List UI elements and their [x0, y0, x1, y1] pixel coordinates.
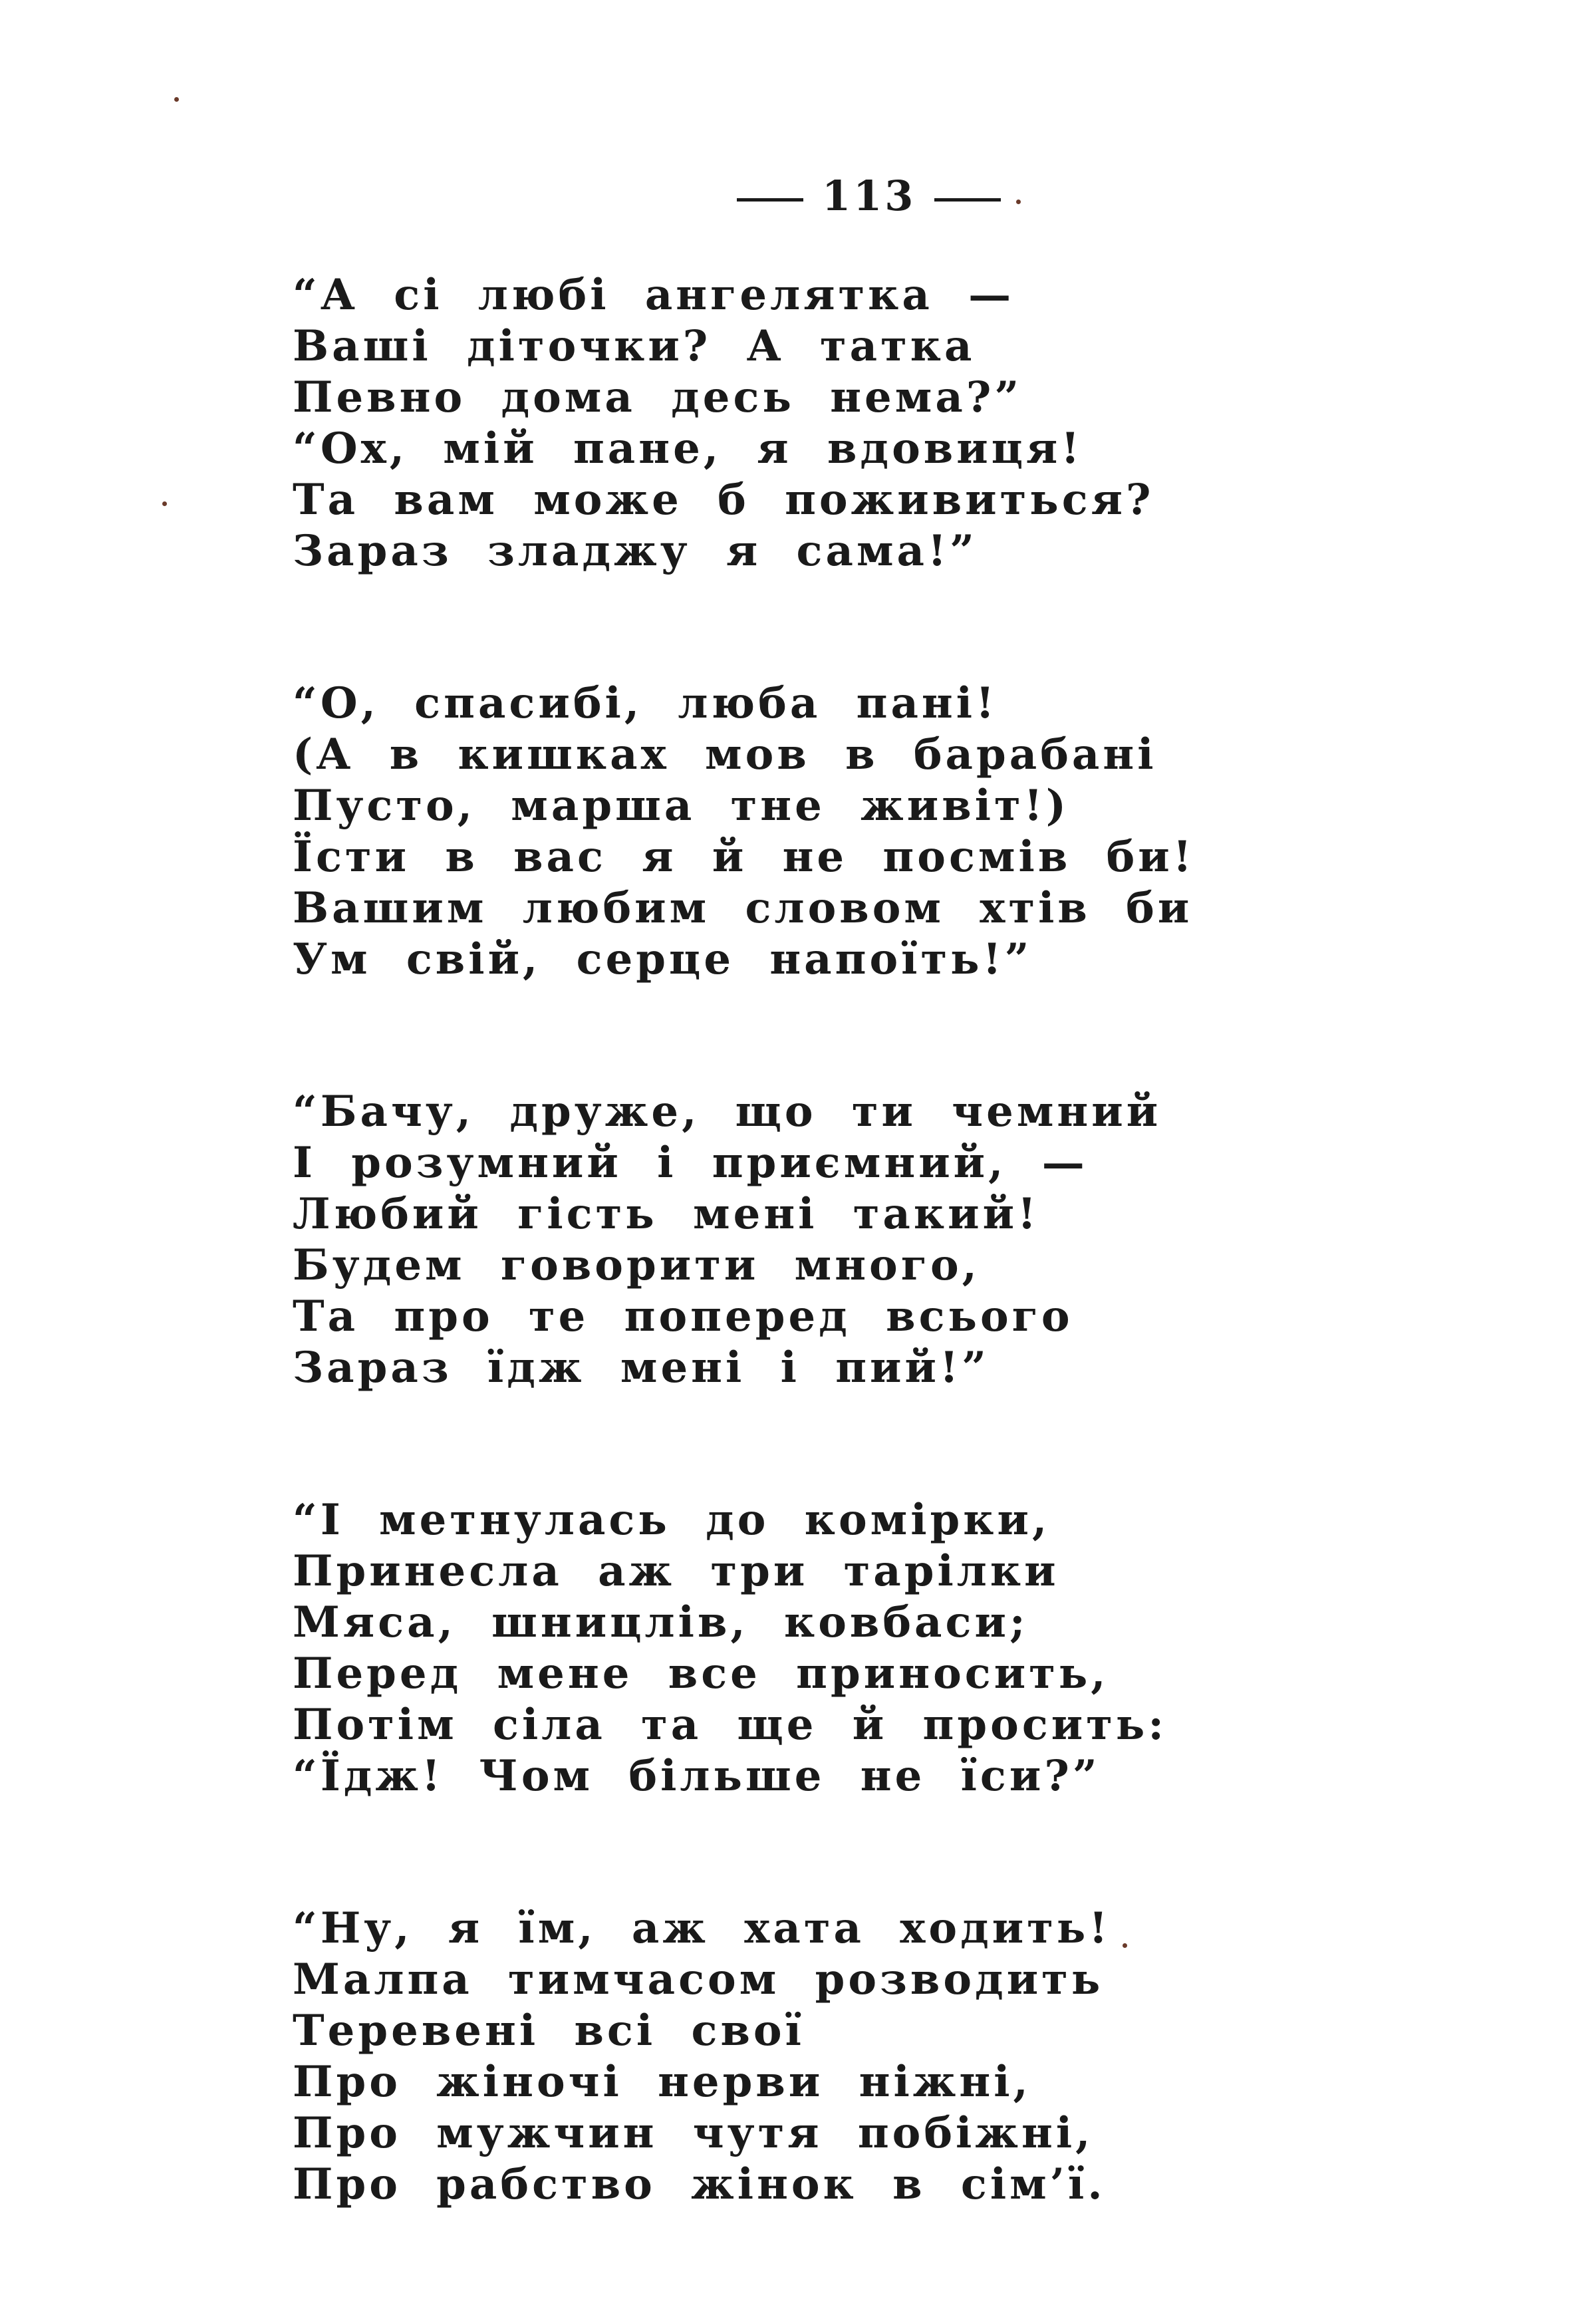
stanza	[293, 269, 1290, 577]
verse-line: “А сі любі ангелятка —	[293, 270, 1015, 320]
verse-line: Певно дома десь нема?”	[293, 372, 1023, 422]
stanza	[293, 678, 1290, 985]
verse-line: Теревені всі свої	[293, 2006, 805, 2056]
verse-line: Про мужчин чутя побіжні,	[293, 2108, 1094, 2158]
verse-line: “Їдж! Чом більше не їси?”	[293, 1751, 1101, 1801]
verse-line: Та вам може б поживиться?	[293, 475, 1154, 525]
print-speck	[174, 97, 179, 102]
verse-line: Потім сіла та ще й просить:	[293, 1700, 1167, 1750]
verse-line: Їсти в вас я й не посмів би!	[293, 832, 1195, 882]
print-speck	[1123, 1943, 1127, 1948]
print-speck	[1016, 200, 1021, 204]
verse-line: Про рабство жінок в сім’ї.	[293, 2159, 1106, 2209]
verse-line: Мяса, шницлів, ковбаси;	[293, 1597, 1029, 1647]
verse-line: І розумний і приємний, —	[293, 1138, 1088, 1188]
verse-line: Зараз їдж мені і пий!”	[293, 1343, 990, 1393]
print-speck	[162, 501, 167, 506]
stanza	[293, 1903, 1290, 2210]
verse-line: Та про те поперед всього	[293, 1291, 1073, 1341]
verse-line: Ум свій, серце напоїть!”	[293, 934, 1033, 984]
verse-line: “О, спасибі, люба пані!	[293, 678, 998, 728]
verse-line: Ваші діточки? А татка	[293, 321, 976, 371]
verse-line: Вашим любим словом хтів би	[293, 883, 1193, 933]
page-number-dash-right	[934, 198, 1001, 202]
verse-line: Перед мене все приносить,	[293, 1649, 1109, 1699]
stanza	[293, 1494, 1290, 1802]
verse-line: Пусто, марша тне живіт!)	[293, 781, 1070, 831]
page-number-value: 113	[822, 172, 916, 220]
verse-line: Принесла аж три тарілки	[293, 1546, 1059, 1596]
verse-line: (А в кишках мов в барабані	[293, 730, 1157, 779]
verse-line: “Ох, мій пане, я вдовиця!	[293, 424, 1083, 474]
verse-line: Про жіночі нерви ніжні,	[293, 2057, 1031, 2107]
page-number-dash-left	[737, 198, 803, 202]
stanza	[293, 1086, 1290, 1393]
poem	[293, 269, 1290, 2311]
verse-line: “Ну, я їм, аж хата ходить!	[293, 1903, 1111, 1953]
verse-line: Будем говорити много,	[293, 1240, 980, 1290]
verse-line: Малпа тимчасом розводить	[293, 1955, 1104, 2004]
page-number	[718, 172, 1019, 220]
verse-line: Зараз зладжу я сама!”	[293, 526, 978, 576]
verse-line: Любий гість мені такий!	[293, 1189, 1040, 1239]
verse-line: “Бачу, друже, що ти чемний	[293, 1087, 1162, 1137]
verse-line: “І метнулась до комірки,	[293, 1495, 1051, 1545]
